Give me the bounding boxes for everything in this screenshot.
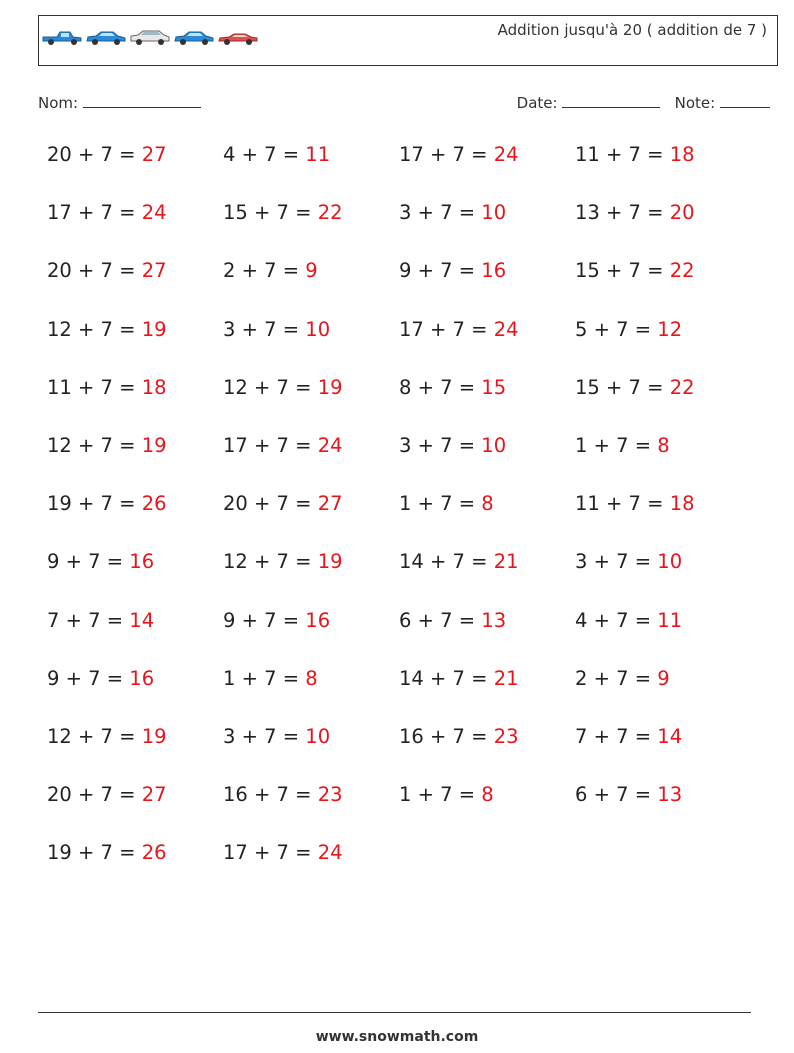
problem-item [575,492,751,550]
problem-item [575,434,751,492]
problem-item [399,376,575,434]
problem-question: 7 + 7 = [47,608,124,632]
problem-answer: 16 [481,259,507,283]
problem-answer: 22 [317,201,343,225]
date-note-fields [517,93,770,112]
problem-item [399,725,575,783]
problem-item [575,318,751,376]
footer-url[interactable]: www.snowmath.com [315,1029,479,1045]
problem-item [575,201,751,259]
problem-answer: 10 [305,724,331,748]
problem-item [223,318,399,376]
problem-question: 6 + 7 = [575,783,652,807]
problem-answer: 26 [141,841,167,865]
problem-answer: 10 [481,201,507,225]
problem-answer: 24 [141,201,167,225]
problem-question: 1 + 7 = [223,666,300,690]
problem-item [47,609,223,667]
problem-question: 16 + 7 = [399,724,488,748]
problem-question: 12 + 7 = [47,433,136,457]
problem-answer: 18 [669,143,695,166]
problem-answer: 13 [481,608,507,632]
problem-answer: 19 [317,550,343,574]
problem-item [223,143,399,201]
problem-item [47,143,223,201]
problem-answer: 14 [657,724,683,748]
problem-question: 20 + 7 = [47,259,136,283]
problem-question: 12 + 7 = [223,550,312,574]
name-field [38,93,201,112]
problem-answer: 21 [493,550,519,574]
problem-answer: 9 [305,259,318,283]
problem-answer: 24 [317,841,343,865]
problem-answer: 19 [141,433,167,457]
problem-question: 16 + 7 = [223,783,312,807]
problem-item [575,550,751,608]
problem-answer: 9 [657,666,670,690]
problem-item [399,143,575,201]
problem-item [47,783,223,841]
problem-answer: 26 [141,492,167,516]
sedan-car-icon [85,30,127,46]
problem-answer: 15 [481,375,507,399]
problem-answer: 27 [317,492,343,516]
problem-item [223,725,399,783]
problem-question: 20 + 7 = [223,492,312,516]
problem-item [399,259,575,317]
problem-item [399,434,575,492]
problem-question: 17 + 7 = [223,841,312,865]
problem-question: 11 + 7 = [575,143,664,166]
problem-item [399,667,575,725]
problem-question: 2 + 7 = [223,259,300,283]
problem-question: 14 + 7 = [399,550,488,574]
problem-question: 8 + 7 = [399,375,476,399]
problem-item [399,783,575,841]
problem-question: 5 + 7 = [575,317,652,341]
problem-item [399,550,575,608]
problem-question: 17 + 7 = [223,433,312,457]
problem-answer: 10 [481,433,507,457]
problem-question: 14 + 7 = [399,666,488,690]
problem-question: 7 + 7 = [575,724,652,748]
problem-item [47,434,223,492]
problem-answer: 22 [669,259,695,283]
problem-question: 11 + 7 = [575,492,664,516]
problem-answer: 18 [669,492,695,516]
problem-question: 20 + 7 = [47,143,136,166]
problem-answer: 24 [317,433,343,457]
problem-answer: 12 [657,317,683,341]
footer-divider [38,1012,751,1013]
problem-answer: 11 [305,143,331,166]
problem-answer: 22 [669,375,695,399]
worksheet-title: Addition jusqu'à 20 ( addition de 7 ) [497,21,767,39]
problem-item [575,667,751,725]
problem-question: 9 + 7 = [399,259,476,283]
problem-item [399,609,575,667]
problem-question: 1 + 7 = [399,783,476,807]
problem-question: 1 + 7 = [399,492,476,516]
date-label: Date: [516,94,558,112]
problem-answer: 14 [129,608,155,632]
problem-item [223,609,399,667]
problem-item [47,725,223,783]
problem-answer: 16 [305,608,331,632]
problem-item [223,667,399,725]
problem-question: 3 + 7 = [223,317,300,341]
problem-answer: 11 [657,608,683,632]
problem-question: 9 + 7 = [47,550,124,574]
car-icons [41,30,259,46]
problem-item [47,667,223,725]
problem-answer: 21 [493,666,519,690]
problem-item [223,550,399,608]
problem-answer: 8 [657,433,670,457]
problem-item [399,492,575,550]
problem-answer: 8 [305,666,318,690]
problem-answer: 19 [141,724,167,748]
problem-question: 19 + 7 = [47,841,136,865]
problem-question: 12 + 7 = [223,375,312,399]
problem-item [223,259,399,317]
date-blank[interactable] [562,93,660,108]
problem-question: 19 + 7 = [47,492,136,516]
problem-answer: 18 [141,375,167,399]
problem-question: 20 + 7 = [47,783,136,807]
problem-question: 15 + 7 = [223,201,312,225]
problem-item [47,201,223,259]
problem-item [223,376,399,434]
problem-answer: 27 [141,259,167,283]
problem-item [223,841,399,899]
problem-item [223,201,399,259]
name-label: Nom: [38,94,79,112]
problem-question: 17 + 7 = [399,317,488,341]
problem-question: 3 + 7 = [399,433,476,457]
pickup-truck-icon [41,30,83,46]
note-blank[interactable] [720,93,770,108]
problem-question: 6 + 7 = [399,608,476,632]
name-blank[interactable] [83,93,201,108]
problem-answer: 24 [493,317,519,341]
problem-answer: 10 [657,550,683,574]
problem-answer: 16 [129,550,155,574]
sedan-car-icon [173,30,215,46]
problem-item [47,259,223,317]
problem-item [575,259,751,317]
note-label: Note: [674,94,716,112]
problem-answer: 23 [317,783,343,807]
problem-answer: 20 [669,201,695,225]
problem-question: 17 + 7 = [399,143,488,166]
problem-question: 1 + 7 = [575,433,652,457]
problem-item [223,783,399,841]
problem-question: 3 + 7 = [223,724,300,748]
problem-item [399,318,575,376]
problem-item [575,143,751,201]
problem-question: 4 + 7 = [223,143,300,166]
problem-answer: 27 [141,783,167,807]
problem-answer: 10 [305,317,331,341]
problem-item [47,376,223,434]
problem-answer: 19 [141,317,167,341]
problem-answer: 23 [493,724,519,748]
problem-answer: 8 [481,492,494,516]
problem-answer: 16 [129,666,155,690]
problem-answer: 24 [493,143,519,166]
problem-question: 11 + 7 = [47,375,136,399]
problem-item [47,550,223,608]
problem-item [223,492,399,550]
problem-question: 2 + 7 = [575,666,652,690]
problem-question: 9 + 7 = [47,666,124,690]
problem-question: 3 + 7 = [575,550,652,574]
problem-answer: 19 [317,375,343,399]
problem-item [47,492,223,550]
problem-item [575,725,751,783]
problem-item [47,318,223,376]
problem-answer: 13 [657,783,683,807]
sports-car-icon [217,30,259,46]
problem-question: 3 + 7 = [399,201,476,225]
problem-item [575,609,751,667]
worksheet-header [38,15,778,66]
problem-question: 12 + 7 = [47,317,136,341]
problem-item [399,201,575,259]
problem-question: 17 + 7 = [47,201,136,225]
problem-question: 15 + 7 = [575,259,664,283]
problem-question: 4 + 7 = [575,608,652,632]
problem-answer: 8 [481,783,494,807]
problem-item [223,434,399,492]
problem-question: 15 + 7 = [575,375,664,399]
problem-item [575,783,751,841]
problem-answer: 27 [141,143,167,166]
problem-question: 12 + 7 = [47,724,136,748]
suv-car-icon [129,30,171,46]
problem-item [575,376,751,434]
problem-question: 9 + 7 = [223,608,300,632]
problem-item [47,841,223,899]
problem-grid [47,143,751,899]
problem-question: 13 + 7 = [575,201,664,225]
